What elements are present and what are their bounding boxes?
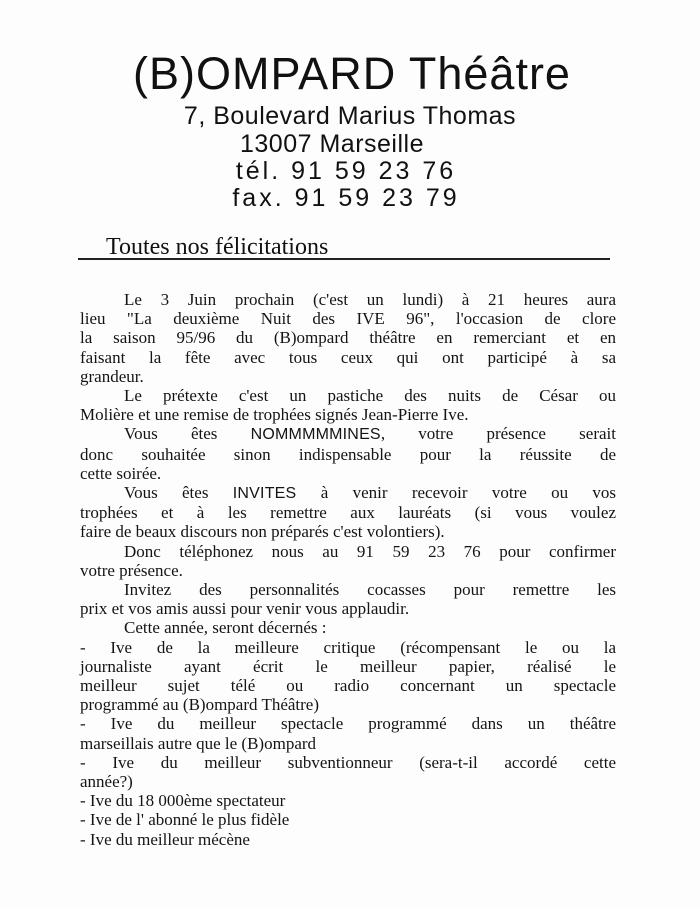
text-line: journaliste ayant écrit le meilleur papier, réalisé le [80,656,616,676]
text-line [80,483,616,503]
text-line: Le prétexte c'est un pastiche des nuits de César ou [124,386,616,406]
nominees-caps-word: NOMMMMMINES [250,426,381,444]
text-line: prix et vos amis aussi pour venir vous applaudir. [80,599,410,619]
paragraph-guests [80,580,616,618]
text-fragment: à venir recevoir votre ou vos [320,483,617,503]
awards-list [80,638,616,849]
text-line: - Ive de la meilleure critique (récompensant le ou la [80,637,616,657]
city-line: 13007 Marseille [240,130,424,158]
text-fragment: , votre présence serait [380,424,616,444]
list-item [80,810,616,829]
invited-caps-word: INVITES [232,485,297,503]
paragraph-invited [80,483,616,542]
text-line: Cette année, seront décernés : [124,618,327,638]
text-line: trophées et à les remettre aux lauréats (si vous voulez [80,503,616,523]
paragraph-pretext [80,386,616,424]
text-line: - Ive du 18 000ème spectateur [80,791,286,811]
text-fragment: Vous êtes [124,483,209,503]
text-line: - Ive du meilleur subventionneur (sera-t-il accordé cette [80,752,616,772]
text-line: marseillais autre que le (B)ompard [80,733,317,753]
text-line: Molière et une remise de trophées signés Jean-Pierre Ive. [80,405,469,425]
text-line: - Ive de l' abonné le plus fidèle [80,810,290,830]
text-line: faisant la fête avec tous ceux qui ont participé à sa [80,347,616,367]
paragraph-phone [80,542,616,580]
paragraph-nominees [80,424,616,483]
text-line: faire de beaux discours non préparés c'est volontiers). [80,522,445,542]
text-fragment: Vous êtes [124,424,218,444]
text-line: - Ive du meilleur mécène [80,829,250,849]
paragraph-awards-intro [80,618,616,637]
list-item [80,753,616,791]
text-line: année?) [80,772,133,792]
heading-dashed-rule [418,258,610,260]
text-line: Donc téléphonez nous au 91 59 23 76 pour confirmer [124,541,616,561]
text-line: lieu "La deuxième Nuit des IVE 96", l'occasion de clore [80,309,616,329]
text-line [80,424,616,444]
letter-body [80,290,616,849]
list-item [80,830,616,849]
text-line: la saison 95/96 du (B)ompard théâtre en remerciant et en [80,328,616,348]
text-line: grandeur. [80,366,144,386]
text-line: - Ive du meilleur spectacle programmé dans un théâtre [80,714,616,734]
fax-line: fax. 91 59 23 79 [232,184,460,212]
list-item [80,714,616,752]
theatre-name-title: (B)OMPARD Théâtre [133,48,571,99]
text-line: meilleur sujet télé ou radio concernant un spectacle [80,676,616,696]
phone-line: tél. 91 59 23 76 [235,157,457,185]
heading-text: Toutes nos félicitations [106,234,329,260]
section-heading [78,232,610,266]
text-line: Invitez des personnalités cocasses pour remettre les [124,580,616,600]
text-line: Le 3 Juin prochain (c'est un lundi) à 21 heures aura [124,290,616,309]
address-line: 7, Boulevard Marius Thomas [183,102,517,130]
list-item [80,638,616,715]
text-line: programmé au (B)ompard Théâtre) [80,695,320,715]
paragraph-invitation-date [80,290,616,386]
list-item [80,791,616,810]
text-line: votre présence. [80,560,183,580]
text-line: donc souhaitée sinon indispensable pour la réussite de [80,444,616,464]
text-line: cette soirée. [80,463,162,483]
